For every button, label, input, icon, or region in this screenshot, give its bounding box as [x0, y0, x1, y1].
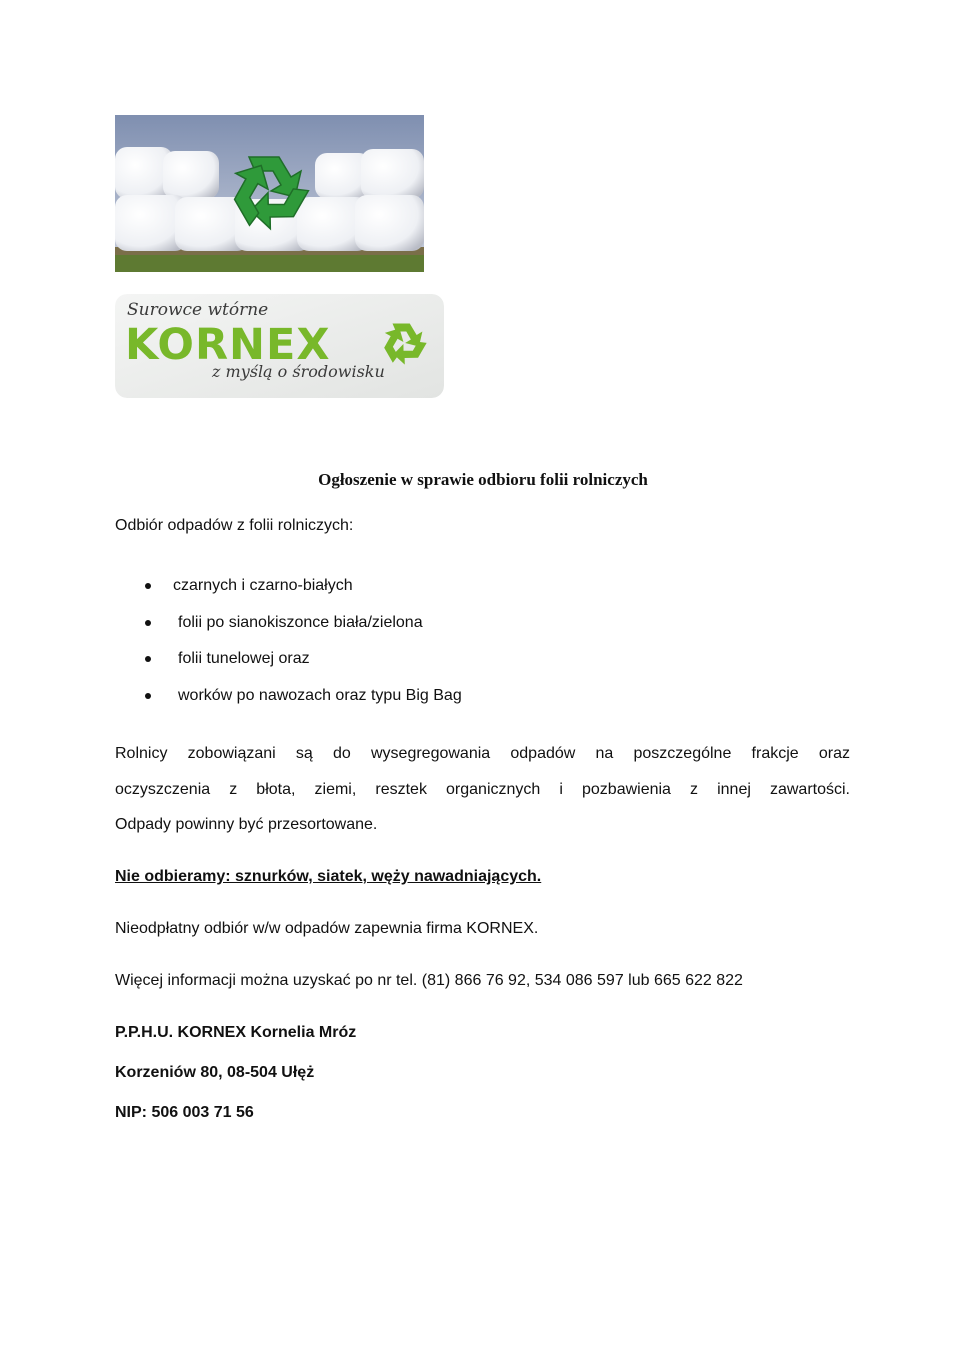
- logo-brand: KORNEX: [125, 320, 331, 370]
- bullet-dot: [145, 693, 151, 699]
- list-item: worków po nawozach oraz typu Big Bag: [178, 687, 462, 704]
- list-item: folii po sianokiszonce biała/zielona: [178, 614, 423, 631]
- logo-tagline-top: Surowce wtórne: [127, 300, 269, 320]
- bullet-dot: [145, 656, 151, 662]
- free-pickup-text: Nieodpłatny odbiór w/w odpadów zapewnia firma KORNEX.: [115, 920, 539, 937]
- list-item: folii tunelowej oraz: [178, 650, 310, 667]
- company-nip: NIP: 506 003 71 56: [115, 1104, 254, 1121]
- paragraph-line: Rolnicy zobowiązani są do wysegregowania odpadów na poszczególne frakcje oraz: [115, 745, 850, 762]
- logo-tagline-bottom: z myślą o środowisku: [212, 362, 385, 381]
- company-name: P.P.H.U. KORNEX Kornelia Mróz: [115, 1024, 357, 1041]
- page-title: Ogłoszenie w sprawie odbioru folii rolniczych: [318, 470, 648, 489]
- paragraph-line: oczyszczenia z błota, ziemi, resztek organicznych i pozbawienia z innej zawartości.: [115, 781, 850, 798]
- header-photo: [115, 115, 424, 272]
- bullet-dot: [145, 583, 151, 589]
- not-accepted-notice: Nie odbieramy: sznurków, siatek, węży nawadniających.: [115, 868, 542, 885]
- bullet-dot: [145, 620, 151, 626]
- kornex-logo: [115, 294, 444, 398]
- list-item: czarnych i czarno-białych: [173, 577, 353, 594]
- contact-info: Więcej informacji można uzyskać po nr tel. (81) 866 76 92, 534 086 597 lub 665 622 822: [115, 972, 743, 989]
- company-address: Korzeniów 80, 08-504 Ułęż: [115, 1064, 315, 1081]
- recycle-icon: [378, 320, 430, 366]
- intro-text: Odbiór odpadów z folii rolniczych:: [115, 517, 354, 534]
- paragraph-line: Odpady powinny być przesortowane.: [115, 816, 378, 833]
